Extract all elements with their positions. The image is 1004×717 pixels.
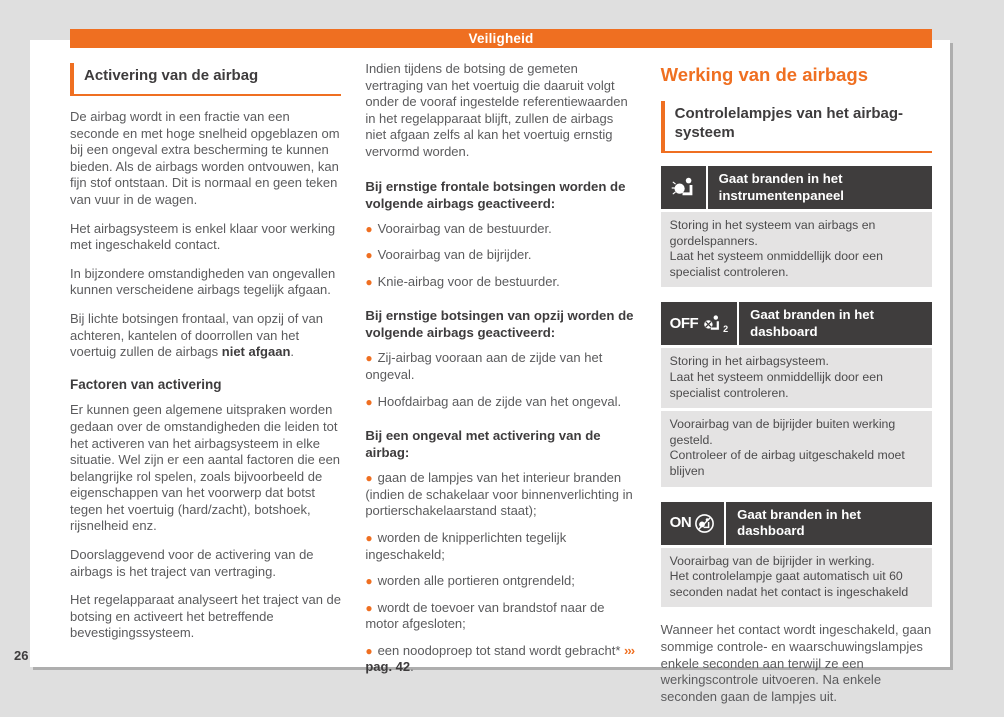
- list-item: ● een noodoproep tot stand wordt gebracht* ››› pag. 42.: [365, 642, 635, 675]
- bullet-icon: ●: [365, 351, 373, 366]
- bullet-icon: ●: [365, 221, 373, 236]
- list-item: ● worden de knipperlichten tegelijk ingeschakeld;: [365, 529, 567, 562]
- indicator-title: Gaat branden in het dashboard: [750, 307, 875, 339]
- paragraph: Wanneer het contact wordt ingeschakeld, gaan sommige controle- en waarschuwingslampjes enkele seconden aan terwijl ze een werkingscontrole uitvoeren. Na enkele seconden gaan de lampjes uit.: [660, 622, 932, 704]
- indicator-note: Voorairbag van de bijrijder buiten werking gesteld. Controleer of de airbag uitgeschakeld moet blijven: [661, 411, 932, 486]
- bullet-icon: ●: [365, 274, 373, 289]
- paragraph: Het airbagsysteem is enkel klaar voor werking met ingeschakeld contact.: [70, 220, 336, 253]
- indicator-note: Voorairbag van de bijrijder in werking. Het controlelampje gaat automatisch uit 60 seconden nadat het contact is ingeschakeld: [661, 548, 932, 608]
- run-in-heading-ongeval-activering: Bij een ongeval met activering van de airbag:: [365, 428, 601, 461]
- bullet-icon: ●: [365, 471, 373, 486]
- bullet-icon: ●: [365, 574, 373, 589]
- bullet-icon: ●: [365, 530, 373, 545]
- chapter-title: Veiligheid: [468, 31, 534, 46]
- indicator-note: Storing in het systeem van airbags en gordelspanners. Laat het systeem onmiddellijk door een specialist controleren.: [661, 212, 932, 287]
- chapter-band: [70, 29, 932, 48]
- list-item: ● Knie-airbag voor de bestuurder.: [365, 273, 560, 289]
- chapter-section-title: Werking van de airbags: [660, 64, 868, 85]
- paragraph: Het regelapparaat analyseert het traject van de botsing en activeert het betreffende bevestigingssysteem.: [70, 592, 342, 641]
- airbag-on-icon: ON: [661, 502, 727, 545]
- paragraph: De airbag wordt in een fractie van een seconde en met hoge snelheid opgeblazen om bij een ongeval extra bescherming te kunnen bieden. Als de airbags worden ontvouwen, kan fijn stof ontstaan. Dit is normaal en geen teken van vuur in de wagen.: [70, 109, 340, 207]
- paragraph: Doorslaggevend voor de activering van de airbags is het traject van vertraging.: [70, 547, 314, 579]
- indicator-airbag-off: [661, 302, 932, 486]
- section-heading-controlelampjes: Controlelampjes van het airbag-systeem: [661, 101, 932, 153]
- list-item: ● Zij-airbag vooraan aan de zijde van het ongeval.: [365, 350, 603, 382]
- paragraph: Bij lichte botsingen frontaal, van opzij of van achteren, kantelen of doorrollen van het voertuig zullen de airbags niet afgaan.: [70, 310, 323, 360]
- indicator-title: Gaat branden in het instrumentenpaneel: [718, 171, 844, 203]
- list-item: ● Voorairbag van de bijrijder.: [365, 247, 532, 263]
- page-number: 26: [14, 648, 29, 663]
- bullet-icon: ●: [365, 600, 373, 615]
- bullet-icon: ●: [365, 643, 373, 658]
- run-in-heading-frontale-botsingen: Bij ernstige frontale botsingen worden de volgende airbags geactiveerd:: [365, 178, 626, 211]
- bullet-icon: ●: [365, 394, 373, 409]
- list-item: ● gaan de lampjes van het interieur branden (indien de schakelaar voor binnenverlichting in portierschakelaarstand staat);: [365, 470, 633, 519]
- indicator-airbag-on: [661, 502, 932, 608]
- indicator-header: [661, 302, 932, 345]
- subheading-factoren: Factoren van activering: [70, 376, 222, 392]
- indicator-note: Storing in het airbagsysteem. Laat het systeem onmiddellijk door een specialist controleren.: [661, 348, 932, 408]
- run-in-heading-botsingen-opzij: Bij ernstige botsingen van opzij worden de volgende airbags geactiveerd:: [365, 308, 634, 341]
- list-item: ● worden alle portieren ontgrendeld;: [365, 573, 575, 589]
- page-columns: [70, 61, 932, 717]
- column-right: [661, 61, 932, 717]
- section-heading-activering: Activering van de airbag: [70, 63, 341, 96]
- list-item: ● Voorairbag van de bestuurder.: [365, 220, 552, 236]
- indicator-header: [661, 502, 932, 545]
- bullet-icon: ●: [365, 248, 373, 263]
- airbag-off-icon: OFF 2: [661, 302, 740, 345]
- page-reference-link[interactable]: ››› pag. 42.: [365, 642, 635, 675]
- chevrons-icon: ›››: [624, 642, 635, 658]
- column-middle: [365, 61, 636, 717]
- paragraph: Indien tijdens de botsing de gemeten vertraging van het voertuig die daaruit volgt onder de vooraf ingestelde referentiewaarden in het regelapparaat blijft, zullen de airbags niet afgaan zelfs al kan het voertuig ernstig vervormd worden.: [365, 61, 628, 159]
- indicator-airbag-warning: [661, 166, 932, 287]
- indicator-title: Gaat branden in het dashboard: [737, 506, 861, 539]
- airbag-warning-icon: [661, 166, 708, 209]
- paragraph: In bijzondere omstandigheden van ongevallen kunnen verscheidene airbags tegelijk afgaan.: [70, 265, 336, 298]
- column-left: [70, 61, 341, 717]
- list-item: ● wordt de toevoer van brandstof naar de motor afgesloten;: [365, 599, 605, 632]
- list-item: ● Hoofdairbag aan de zijde van het ongeval.: [365, 393, 622, 409]
- indicator-header: [661, 166, 932, 209]
- paragraph: Er kunnen geen algemene uitspraken worden gedaan over de omstandigheden die leiden tot het activeren van het airbagsysteem in elke situatie. Wel zijn er een aantal factoren die een belangrijke rol spelen, zoals bijvoorbeeld de eigenschappen van het voorwerp dat botst tegen het voertuig (hard/zacht), botshoek, rijsnelheid enz.: [70, 402, 341, 534]
- emphasis-niet-afgaan: niet afgaan: [221, 344, 291, 360]
